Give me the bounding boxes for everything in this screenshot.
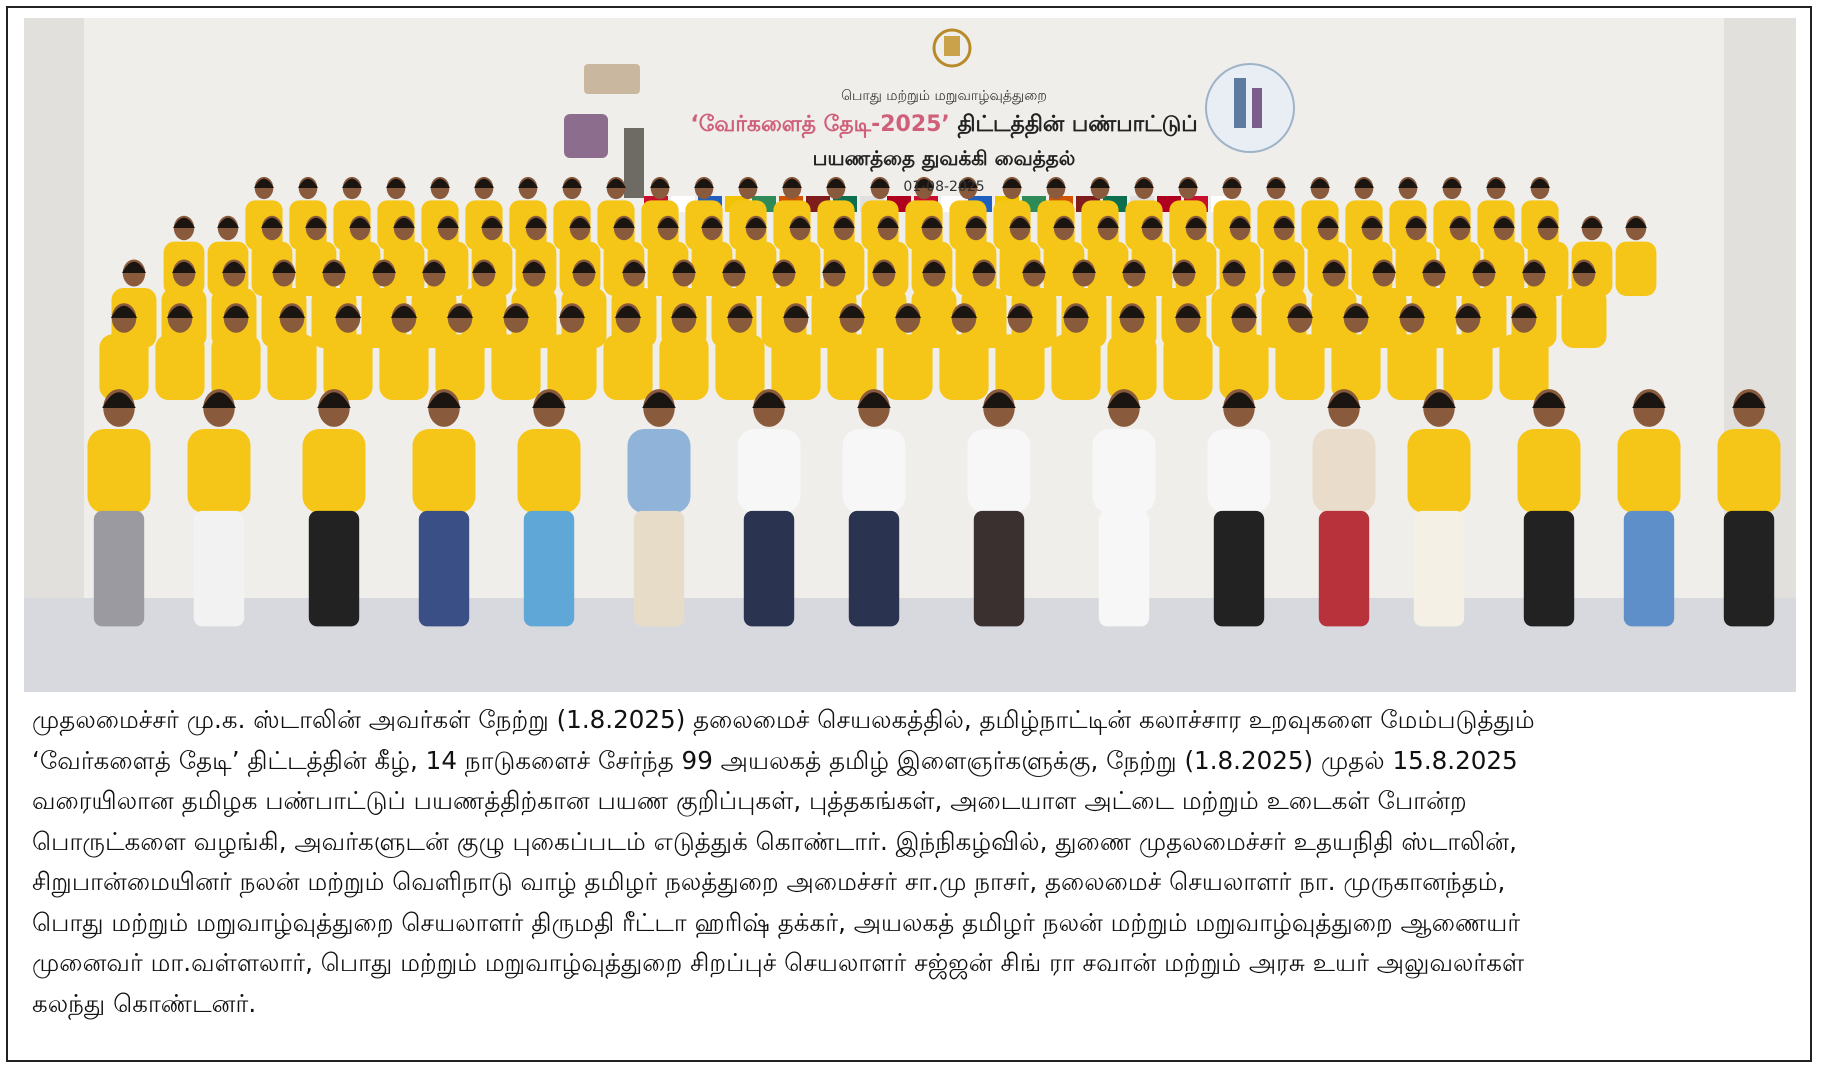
banner-title bbox=[564, 112, 1324, 140]
photo-caption bbox=[32, 700, 1802, 1024]
caption-line: வரையிலான தமிழக பண்பாட்டுப் பயணத்திற்கான பயண குறிப்புகள், புத்தகங்கள், அடையாள அட்டை மற்றும் உடைகள் போன்ற bbox=[32, 786, 1467, 815]
banner-title-rest: திட்டத்தின் பண்பாட்டுப் bbox=[957, 112, 1198, 137]
caption-line: முனைவர் மா.வள்ளலார், பொது மற்றும் மறுவாழ்வுத்துறை சிறப்புச் செயலாளர் சஜ்ஜன் சிங் ரா சவான் மற்றும் அரசு உயர் அலுவலர்கள் bbox=[32, 948, 1525, 977]
news-clipping bbox=[6, 6, 1812, 1062]
caption-line: பொது மற்றும் மறுவாழ்வுத்துறை செயலாளர் திருமதி ரீட்டா ஹரிஷ் தக்கர், அயலகத் தமிழர் நலன் மற்றும் மறுவாழ்வுத்துறை ஆணையர் bbox=[32, 907, 1521, 937]
caption-line: கலந்து கொண்டனர். bbox=[32, 988, 257, 1018]
caption-line: சிறுபான்மையினர் நலன் மற்றும் வெளிநாடு வாழ் தமிழர் நலத்துறை அமைச்சர் சா.மு நாசர், தலைமைச் செயலாளர் நா. முருகானந்தம், bbox=[32, 867, 1506, 896]
event-banner bbox=[564, 58, 1324, 208]
group-photo bbox=[24, 18, 1796, 692]
banner-department: பொது மற்றும் மறுவாழ்வுத்துறை bbox=[841, 88, 1047, 104]
banner-date: 01-08-2025 bbox=[903, 179, 985, 195]
banner-title-quoted: ‘வேர்களைத் தேடி-2025’ bbox=[690, 112, 950, 137]
caption-line: பொருட்களை வழங்கி, அவர்களுடன் குழு புகைப்படம் எடுத்துக் கொண்டார். இந்நிகழ்வில், துணை முதலமைச்சர் உதயநிதி ஸ்டாலின், bbox=[32, 826, 1517, 856]
caption-line: ‘வேர்களைத் தேடி’ திட்டத்தின் கீழ், 14 நாடுகளைச் சேர்ந்த 99 அயலகத் தமிழ் இளைஞர்களுக்கு, நேற்று (1.8.2025) முதல் 15.8.2025 bbox=[32, 745, 1518, 775]
caption-line: முதலமைச்சர் மு.க. ஸ்டாலின் அவர்கள் நேற்று (1.8.2025) தலைமைச் செயலகத்தில், தமிழ்நாட்டின் கலாச்சார உறவுகளை மேம்படுத்தும் bbox=[32, 705, 1535, 734]
banner-subtitle: பயணத்தை துவக்கி வைத்தல் bbox=[812, 146, 1076, 170]
